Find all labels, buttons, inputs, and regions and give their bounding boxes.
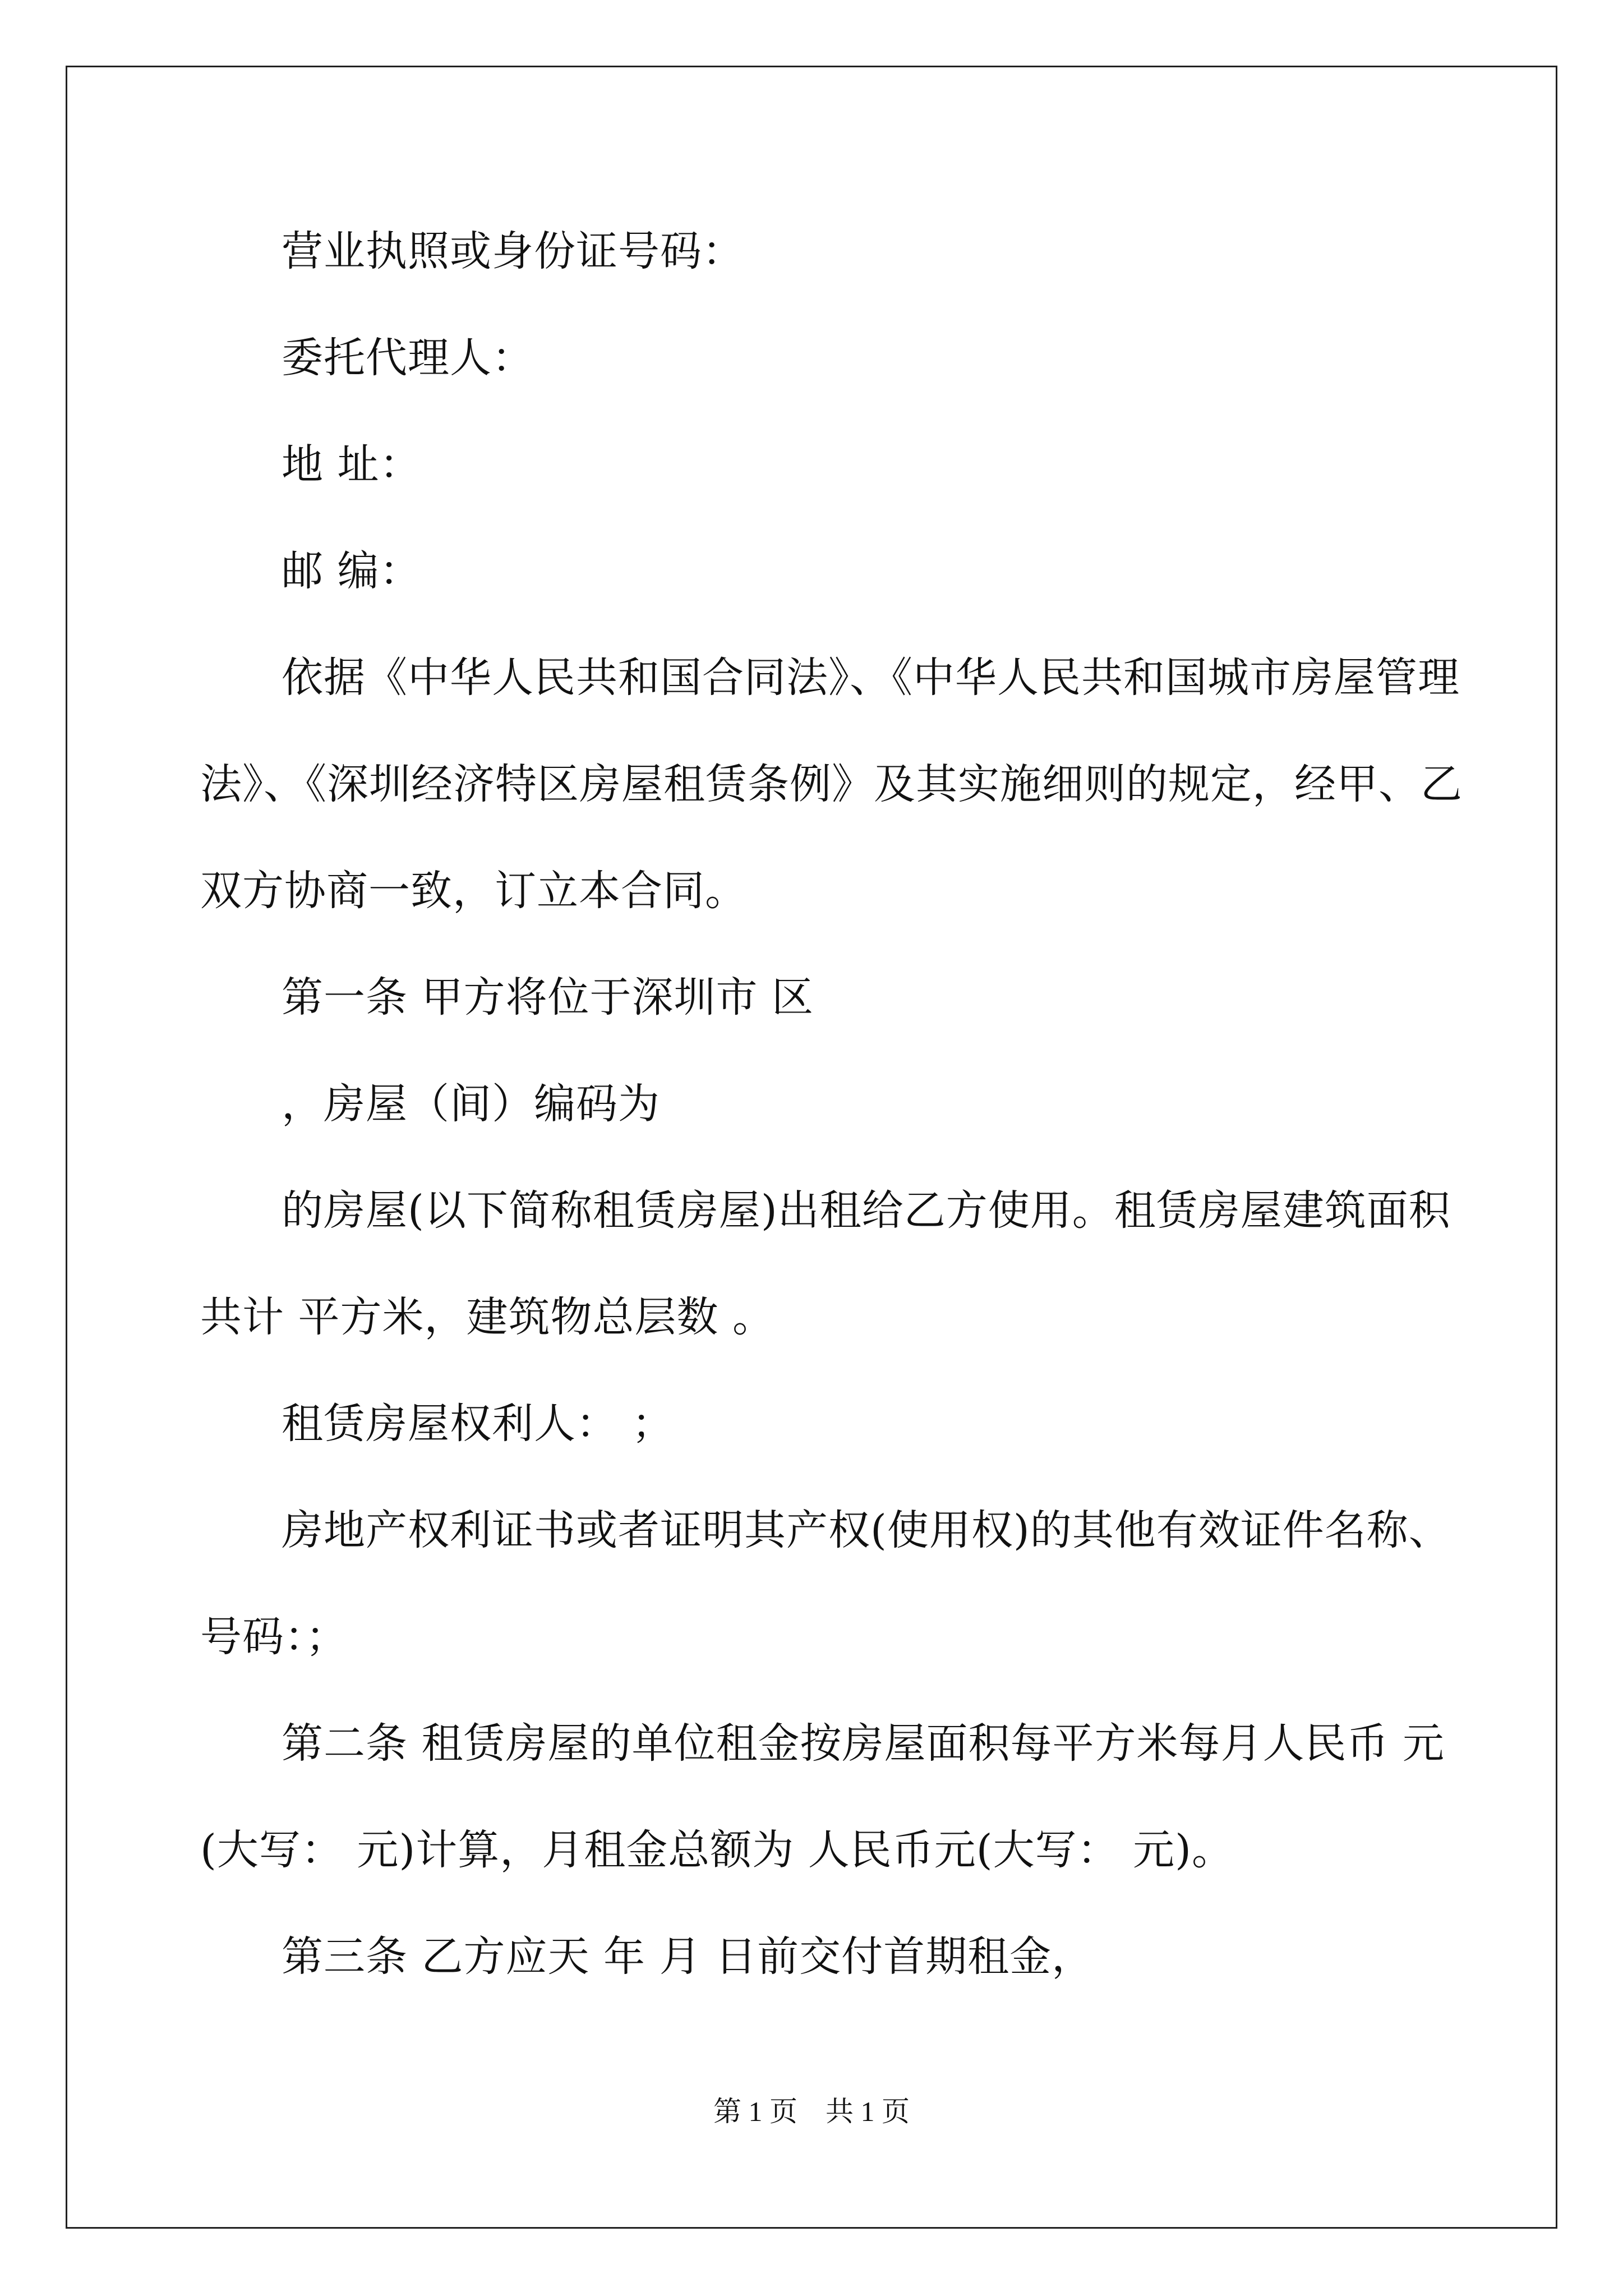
page-number-footer: 第 1 页 共 1 页 [713, 2096, 910, 2127]
text-line: 第三条 乙方应天 年 月 日前交付首期租金， [282, 1932, 1094, 1981]
text-line: 共计 平方米，建筑物总层数 。 [200, 1293, 775, 1341]
text-line: 房地产权利证书或者证明其产权(使用权)的其他有效证件名称、 [282, 1506, 1451, 1554]
text-line: 依据《中华人民共和国合同法》、《中华人民共和国城市房屋管理 [282, 654, 1460, 702]
text-line: 第一条 甲方将位于深圳市 区 [282, 973, 814, 1022]
text-line: 双方协商一致，订立本合同。 [200, 867, 747, 915]
text-line: (大写： 元)计算，月租金总额为 人民币元(大写： 元)。 [200, 1826, 1234, 1874]
text-line: 邮 编： [282, 547, 422, 595]
text-line: 营业执照或身份证号码： [282, 227, 744, 275]
text-line: 号码：； [200, 1613, 348, 1661]
page-border [66, 66, 1557, 2229]
text-line: 委托代理人： [282, 334, 534, 382]
text-line: 租赁房屋权利人： ； [282, 1400, 674, 1448]
text-line: 第二条 租赁房屋的单位租金按房屋面积每平方米每月人民币 元 [282, 1719, 1445, 1768]
text-line: ，房屋（间）编码为 [282, 1080, 660, 1128]
text-line: 法》、《深圳经济特区房屋租赁条例》及其实施细则的规定，经甲、乙 [200, 760, 1463, 808]
text-line: 地 址： [282, 440, 422, 489]
text-line: 的房屋(以下简称租赁房屋)出租给乙方使用。租赁房屋建筑面积 [282, 1186, 1451, 1235]
